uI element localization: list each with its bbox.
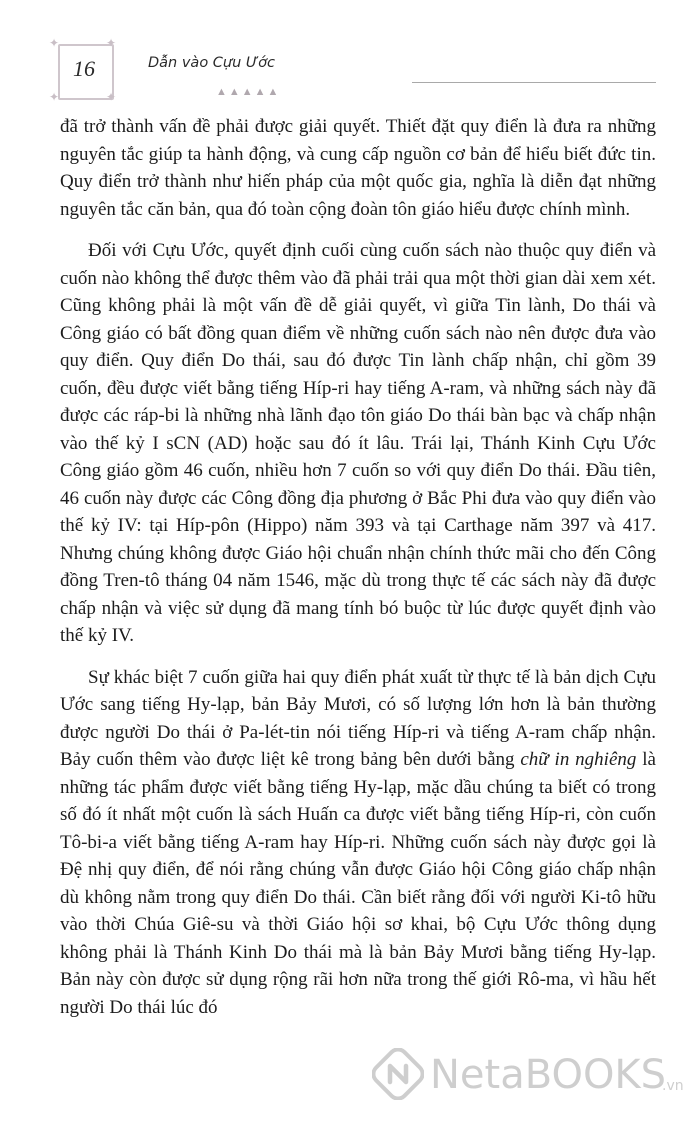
paragraph-text: Sự khác biệt 7 cuốn giữa hai quy điển phát xuất từ thực tế là bản dịch Cựu Ước sang tiếng Hy-lạp, bản Bảy Mươi, có số lượng lớn hơn là bản thường được người Do thái ở Pa-lét-tin nói tiếng Híp-ri và tiếng A-ram chấp nhận. Bảy cuốn thêm vào được liệt kê trong bảng bên dưới bằng bbox=[60, 666, 656, 770]
watermark-domain: .vn bbox=[662, 1078, 684, 1094]
page-number: 16 bbox=[73, 56, 95, 81]
netabooks-logo-icon bbox=[372, 1048, 424, 1100]
corner-star-icon: ✦ bbox=[106, 90, 117, 104]
paragraph-1 bbox=[60, 113, 656, 223]
paragraph-text: Đối với Cựu Ước, quyết định cuối cùng cuốn sách nào thuộc quy điển và cuốn nào không thể được thêm vào đã phải trải qua một thời gian dài xem xét. Cũng không phải là một vấn đề dễ giải quyết, vì giữa Tin lành, Do thái và Công giáo có bất đồng quan điểm về những cuốn sách nào nên được đưa vào quy điển. Quy điển Do thái, sau đó được Tin lành chấp nhận, chỉ gồm 39 cuốn, đều được viết bằng tiếng Híp-ri hay tiếng A-ram, và những sách này đã được các ráp-bi là những nhà lãnh đạo tôn giáo Do thái bàn bạc và chấp nhận vào thế kỷ I sCN (AD) hoặc sau đó ít lâu. Trái lại, Thánh Kinh Cựu Ước Công giáo gồm 46 cuốn, nhiều hơn 7 cuốn so với quy điển Do thái. Đầu tiên, 46 cuốn này được các Công đồng địa phương ở Bắc Phi đưa vào quy điển vào thế kỷ IV: tại Híp-pôn (Hippo) năm 393 và tại Carthage năm 397 và 417. Nhưng chúng không được Giáo hội chuẩn nhận chính thức mãi cho đến Công đồng Tren-tô tháng 04 năm 1546, mặc dù trong thực tế các sách này đã được chấp nhận và việc sử dụng đã mang tính bó buộc từ lúc được quyết định vào thế kỷ IV. bbox=[60, 240, 656, 646]
running-title: Dẫn vào Cựu Ước bbox=[148, 55, 275, 71]
corner-star-icon: ✦ bbox=[106, 36, 117, 50]
header-rule bbox=[412, 82, 656, 83]
watermark-brand: NetaBOOKS bbox=[430, 1052, 667, 1098]
paragraph-2 bbox=[60, 237, 656, 650]
page-header bbox=[0, 0, 700, 110]
paragraph-text: đã trở thành vấn đề phải được giải quyết. Thiết đặt quy điển là đưa ra những nguyên tắc giúp ta hành động, và cung cấp nguồn cơ bản để hiểu biết đức tin. Quy điển trở thành như hiến pháp của một quốc gia, nghĩa là diễn đạt những nguyên tắc căn bản, qua đó toàn cộng đoàn tôn giáo hiểu được chính mình. bbox=[60, 116, 656, 220]
corner-star-icon: ✦ bbox=[49, 36, 60, 50]
italic-phrase: chữ in nghiêng bbox=[520, 749, 637, 770]
body-text bbox=[60, 113, 656, 1035]
paragraph-text: là những tác phẩm được viết bằng tiếng Hy-lạp, mặc dầu chúng ta biết có trong số đó ít nhất một cuốn là sách Huấn ca được viết bằng tiếng Híp-ri, còn cuốn Tô-bi-a viết bằng tiếng A-ram hay Híp-ri. Những cuốn sách này được gọi là Đệ nhị quy điển, để nói rằng chúng vẫn được Giáo hội Công giáo chấp nhận dù không nằm trong quy điển Do thái. Cần biết rằng đối với người Ki-tô hữu vào thời Chúa Giê-su và thời Giáo hội sơ khai, bộ Cựu Ước thông dụng không phải là Thánh Kinh Do thái mà là bản Bảy Mươi bằng tiếng Hy-lạp. Bản này còn được sử dụng rộng rãi hơn nữa trong thế giới Rô-ma, vì hầu hết người Do thái lúc đó bbox=[60, 749, 656, 1018]
corner-star-icon: ✦ bbox=[49, 90, 60, 104]
watermark bbox=[372, 1040, 692, 1110]
paragraph-3 bbox=[60, 664, 656, 1022]
triangle-ornament-icon: ▲▲▲▲▲ bbox=[216, 86, 281, 98]
